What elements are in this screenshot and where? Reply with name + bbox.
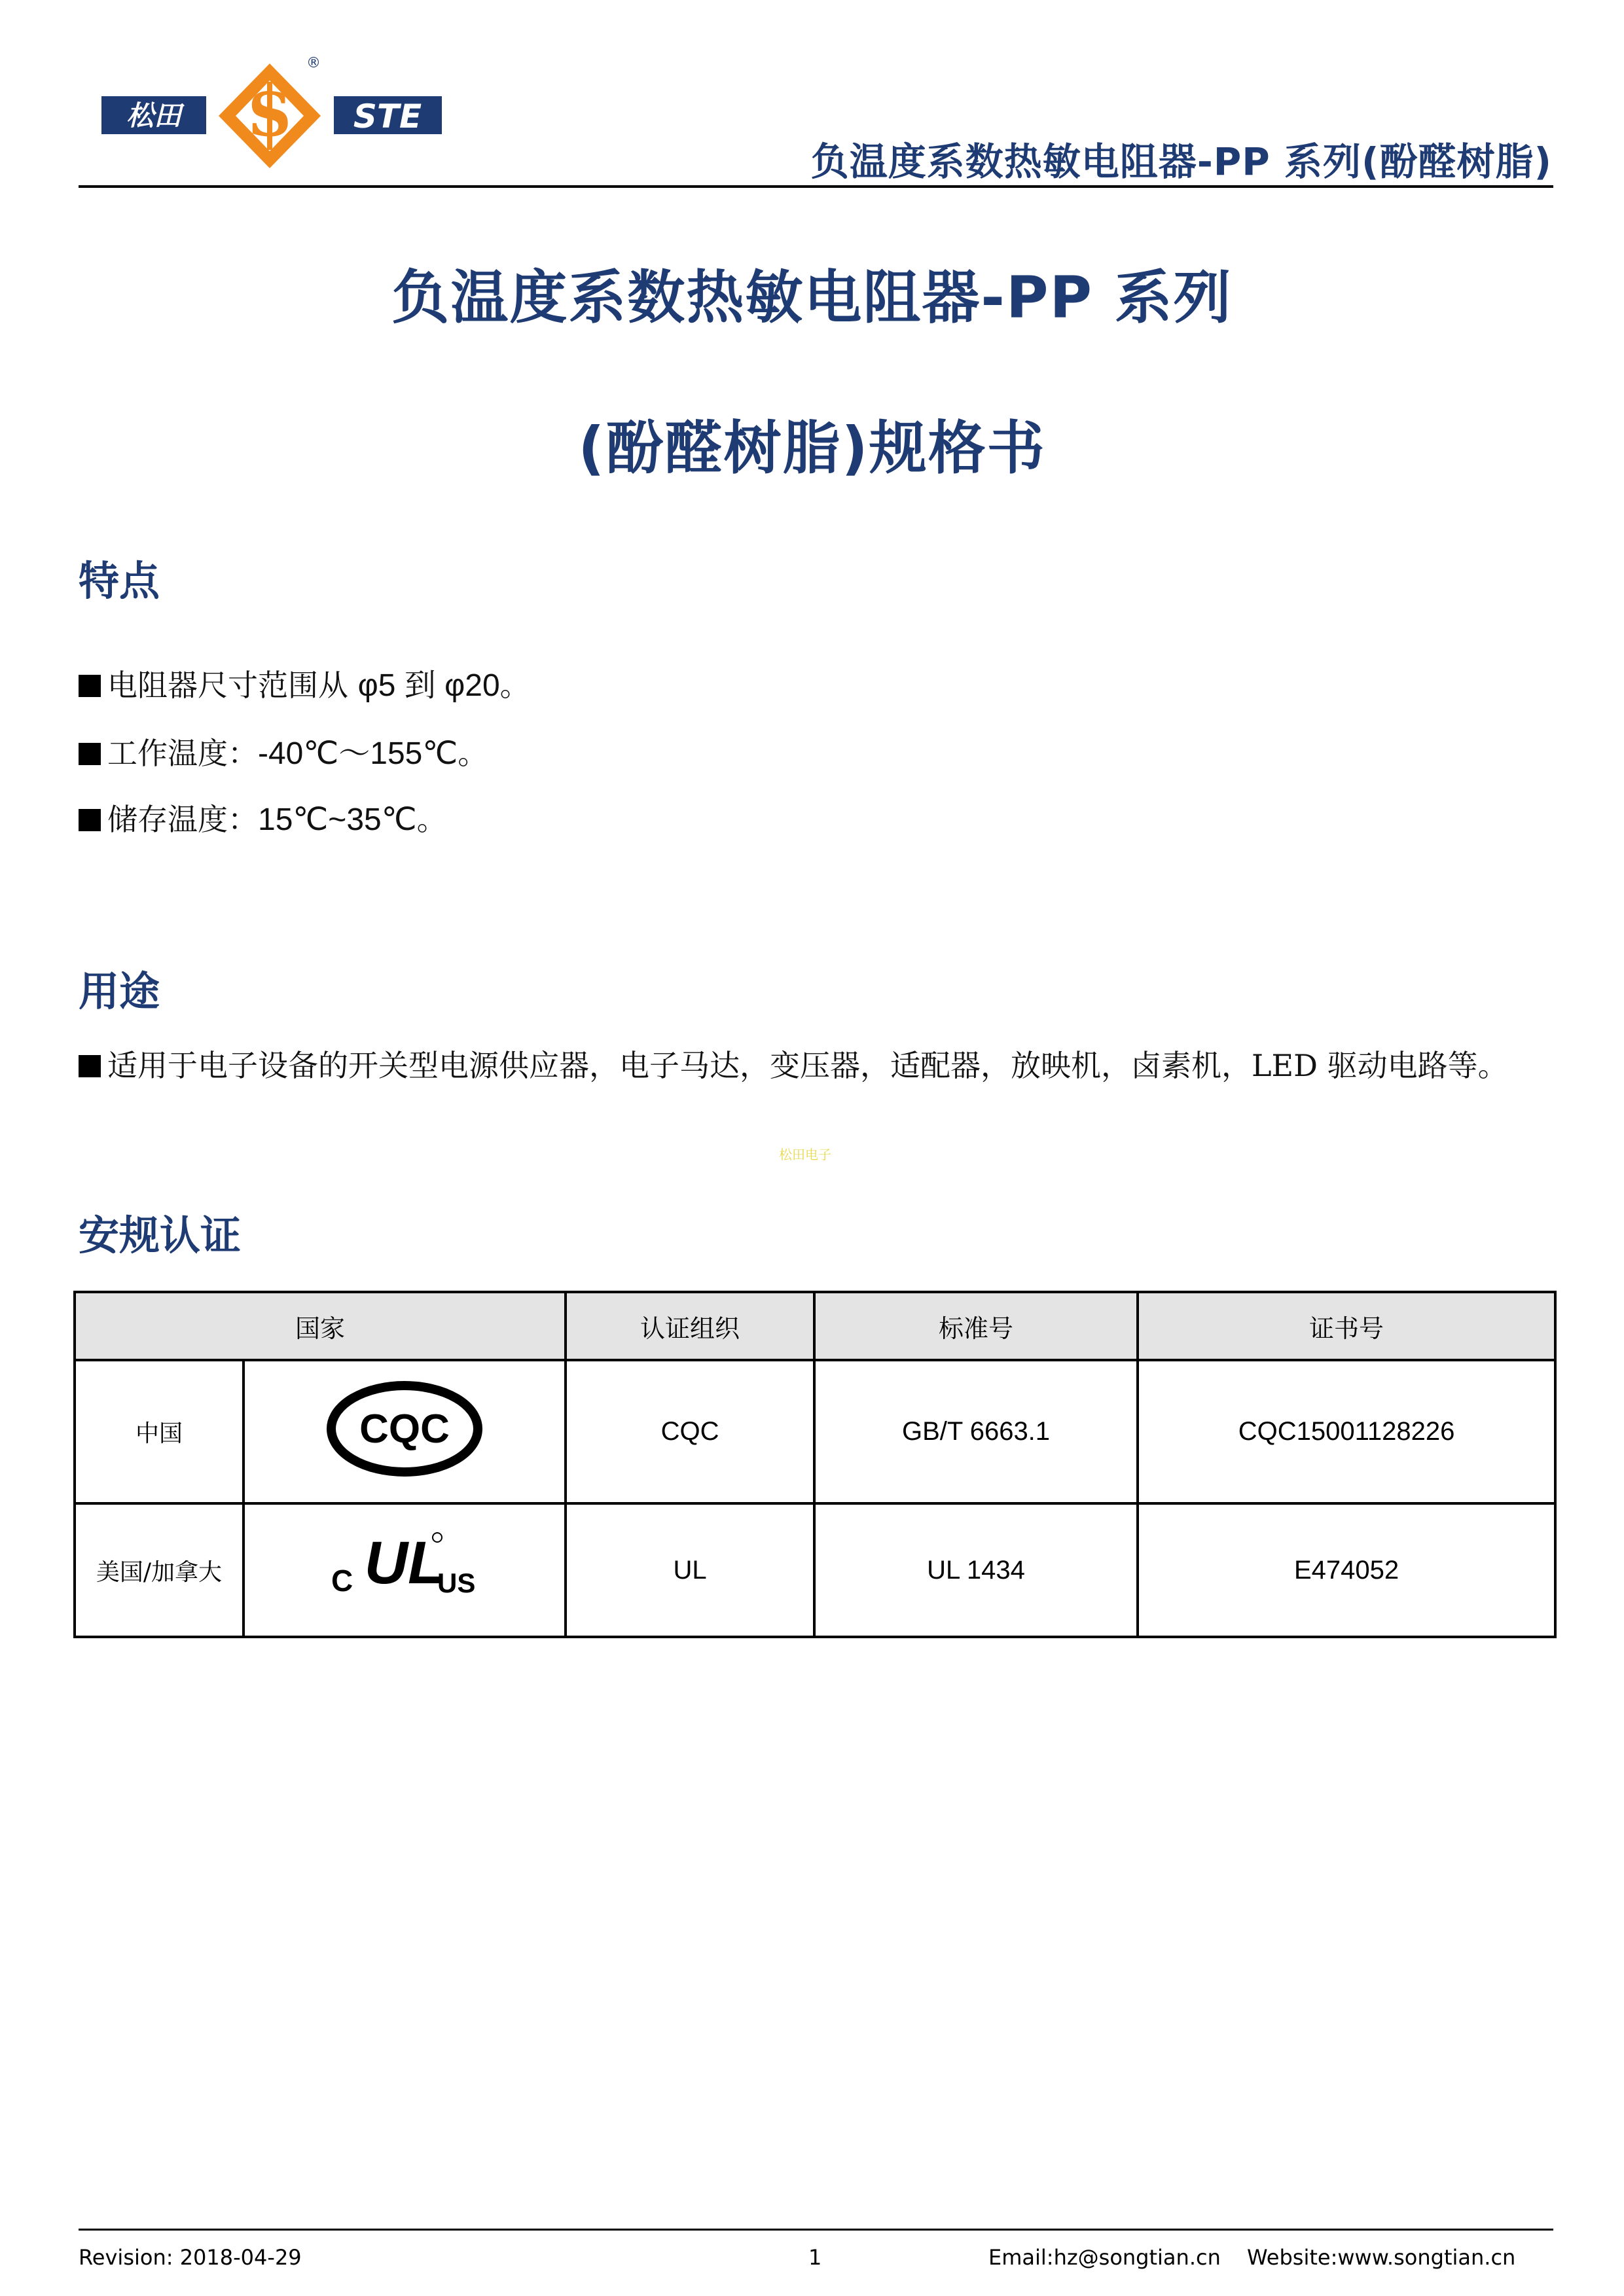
cell-certificate: E474052 [1138,1503,1555,1637]
feature-value: -40℃～155℃ [258,736,458,771]
column-header-certificate: 证书号 [1138,1292,1555,1360]
footer-divider [79,2229,1553,2231]
feature-item [79,660,530,705]
column-header-standard: 标准号 [814,1292,1138,1360]
feature-item [79,728,488,773]
column-header-org: 认证组织 [566,1292,814,1360]
cell-logo [244,1503,566,1637]
cell-certificate: CQC15001128226 [1138,1360,1555,1503]
cell-logo [244,1360,566,1503]
feature-end: 。 [458,736,488,771]
certification-table [73,1291,1557,1638]
feature-end: 。 [416,802,447,837]
logo-en-text: STE [353,98,422,135]
cell-org: UL [566,1503,814,1637]
main-title-line1: 负温度系数热敏电阻器-PP 系列 [391,264,1233,331]
uses-heading: 用途 [79,967,160,1015]
uses-item [79,1044,1553,1087]
cul-us-logo-icon [326,1531,483,1603]
cqc-logo-icon [326,1380,483,1478]
feature-item [79,796,447,839]
logo-cn-text: 松田 [126,99,182,132]
uses-text: 适用于电子设备的开关型电源供应器，电子马达，变压器，适配器，放映机，卤素机，LED 驱动电路等。 [107,1048,1508,1083]
bullet-square-icon [79,809,101,831]
footer-email: Email:hz@songtian.cn [988,2245,1221,2270]
bullet-square-icon [79,1055,101,1077]
footer-revision: Revision: 2018-04-29 [79,2245,302,2270]
header-doc-title: 负温度系数热敏电阻器-PP 系列(酚醛树脂) [810,139,1552,184]
table-row [75,1503,1555,1637]
cell-standard: GB/T 6663.1 [814,1360,1138,1503]
bullet-square-icon [79,743,101,765]
column-header-country: 国家 [75,1292,566,1360]
feature-value: φ5 到 φ20 [357,668,500,703]
company-logo [98,56,445,177]
logo-s-letter: S [247,79,292,150]
feature-text: 储存温度： [107,802,258,837]
feature-value: 15℃~35℃ [258,802,417,837]
cell-standard: UL 1434 [814,1503,1138,1637]
main-title-line2: (酚醛树脂)规格书 [578,414,1046,482]
table-row [75,1360,1555,1503]
footer-page-number: 1 [808,2245,822,2270]
feature-text: 工作温度： [107,736,258,771]
registered-mark: ® [306,56,321,71]
cell-country: 中国 [75,1360,244,1503]
feature-end: 。 [499,668,530,703]
cul-us-letters: US [437,1568,476,1598]
faint-watermark-text: 松田电子 [779,1147,831,1162]
cqc-logo-text: CQC [359,1406,450,1452]
cell-country: 美国/加拿大 [75,1503,244,1637]
bullet-square-icon [79,675,101,697]
ul-mark: UL [364,1531,445,1596]
cell-org: CQC [566,1360,814,1503]
features-heading: 特点 [79,557,160,605]
table-header-row [75,1292,1555,1360]
header-divider [79,185,1553,188]
feature-text: 电阻器尺寸范围从 [107,668,358,703]
cul-c-letter: C [331,1564,353,1598]
certification-heading: 安规认证 [79,1211,242,1259]
footer-website: Website:www.songtian.cn [1247,2245,1516,2270]
